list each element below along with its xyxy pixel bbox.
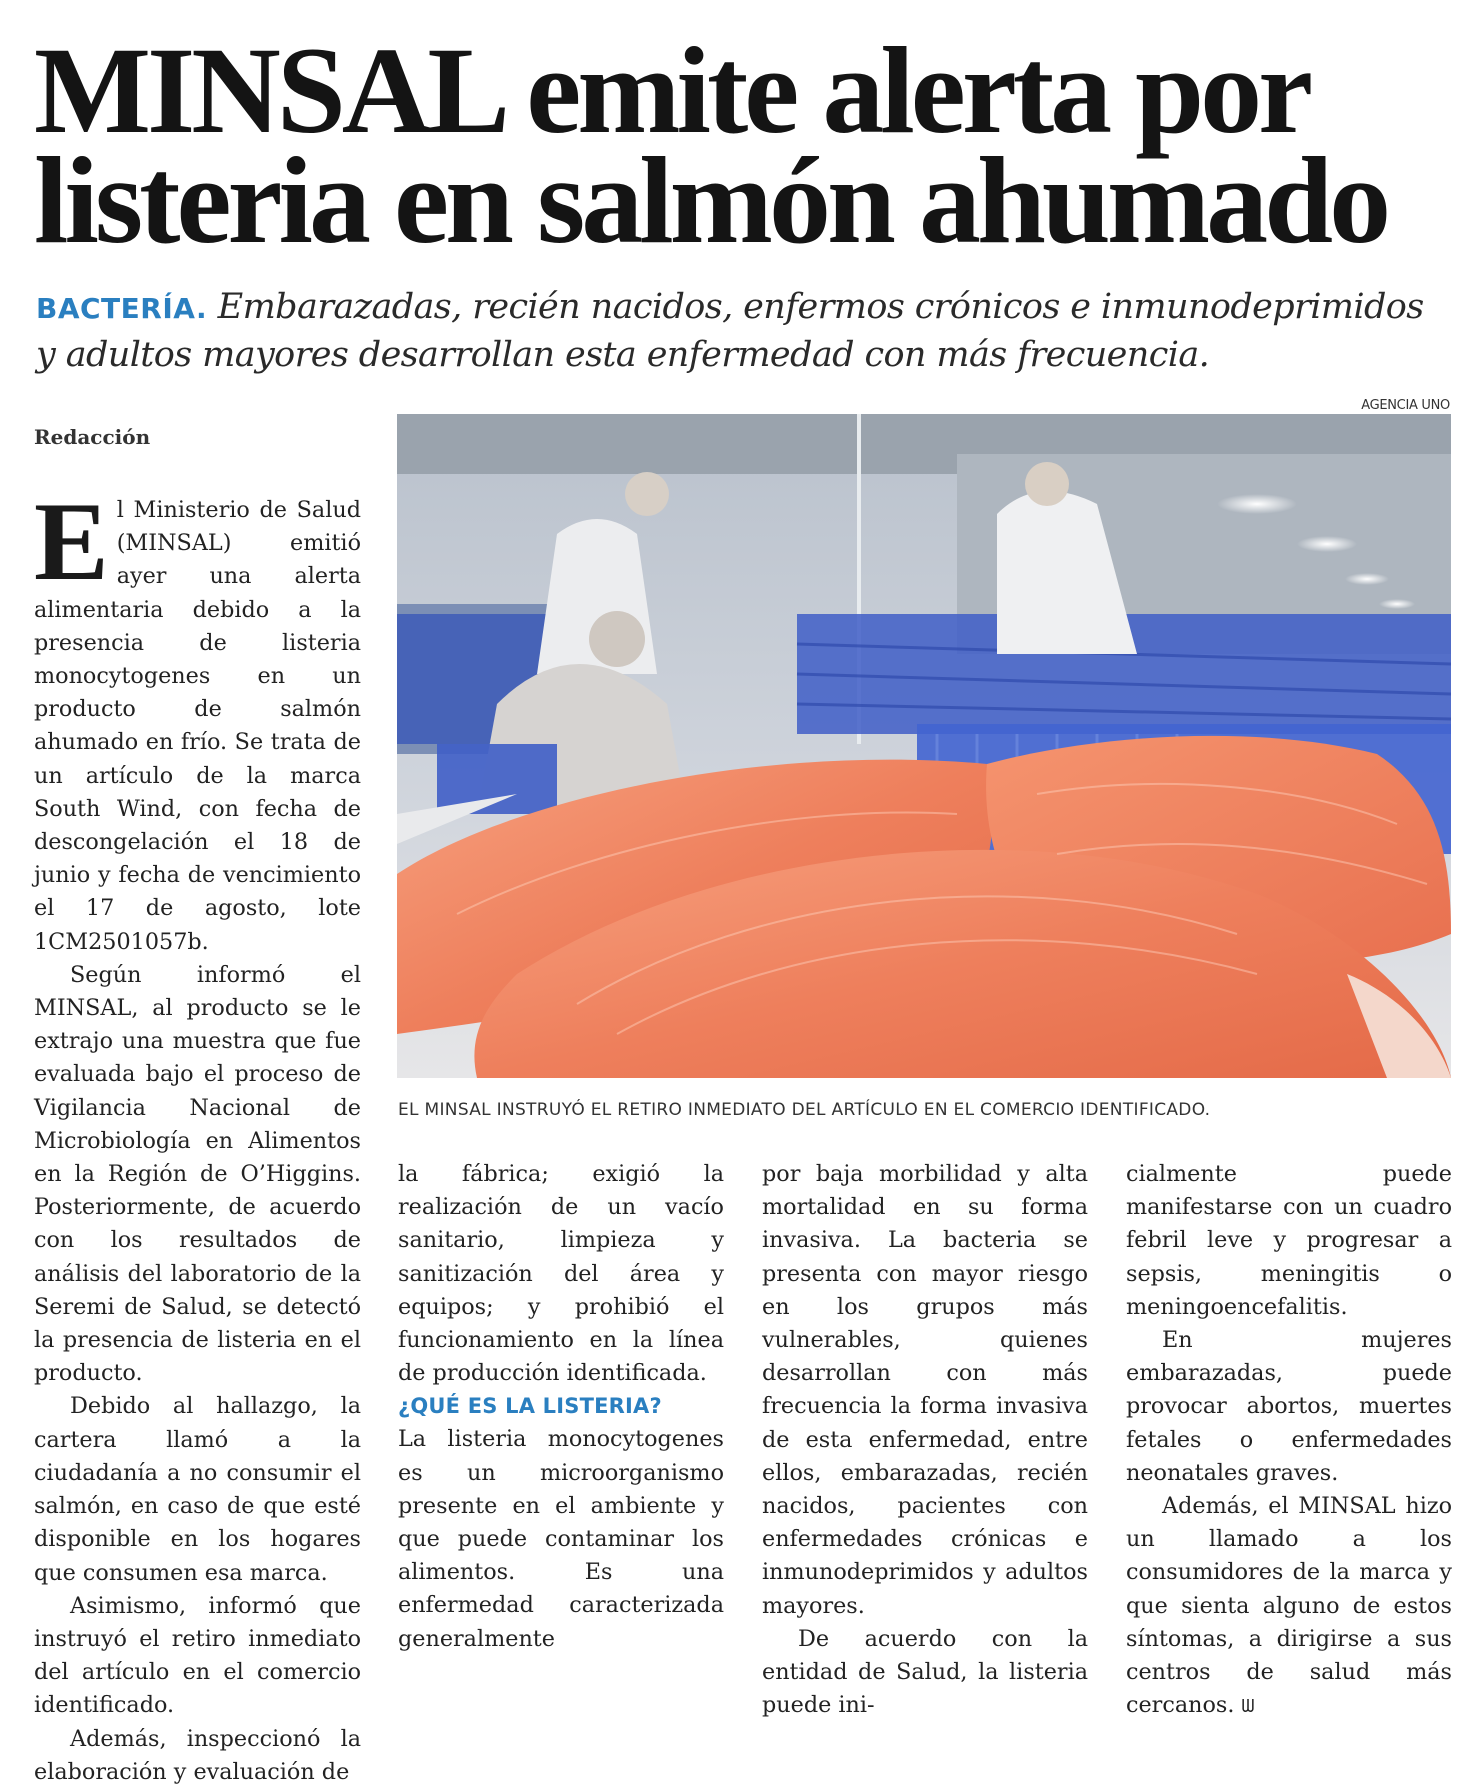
headline [34,22,1434,269]
paragraph-10: cialmente puede manifestarse con un cuadro febril leve y progresar a sepsis, meningitis o meningoencefalitis. [1126,1161,1452,1320]
paragraph-1 [34,480,361,959]
paragraph-8: por baja morbilidad y alta mortalidad en su forma invasiva. La bacteria se presenta con mayor riesgo en los grupos más vulnerables, quienes desarrollan con más frecuencia la forma invasiva de esta enfermedad, entre ellos, embarazadas, recién nacidos, pacientes con enfermedades crónicas e inmunodeprimidos y adultos mayores. [762,1161,1088,1619]
photo-credit: AGENCIA UNO [1361,398,1450,413]
paragraph-3: Debido al hallazgo, la cartera llamó a la ciudadanía a no consumir el salmón, en caso de que esté disponible en los hogares que consumen esa marca. [34,1393,361,1586]
paragraph-6: la fábrica; exigió la realización de un vacío sanitario, limpieza y sanitización del área y equipos; y prohibió el funcionamiento en la línea de producción identificada. [398,1161,724,1387]
deck-text: Embarazadas, recién nacidos, enfermos crónicos e inmunodeprimidos y adultos mayores desarrollan esta enfermedad con más frecuencia. [36,287,1424,375]
photo-illustration [397,414,1451,1078]
headline-line-2: listeria en salmón ahumado [34,132,1388,269]
paragraph-9: De acuerdo con la entidad de Salud, la listeria puede ini- [762,1625,1088,1719]
paragraph-7: La listeria monocytogenes es un microorganismo presente en el ambiente y que puede contaminar los alimentos. Es una enfermedad caracterizada generalmente [398,1426,724,1652]
paragraph-11: En mujeres embarazadas, puede provocar abortos, muertes fetales o enfermedades neonatales graves. [1126,1327,1452,1486]
article-column-1 [34,480,361,1789]
paragraph-12 [1126,1490,1452,1723]
paragraph-4: Asimismo, informó que instruyó el retiro inmediato del artículo en el comercio identificado. [34,1592,361,1719]
drop-cap: E [34,480,109,604]
byline: Redacción [34,425,151,449]
deck-label: BACTERÍA. [36,292,208,325]
deck [36,284,1436,379]
end-mark-icon: ᗯ [1241,1696,1255,1718]
photo-caption: EL MINSAL INSTRUYÓ EL RETIRO INMEDIATO DEL ARTÍCULO EN EL COMERCIO IDENTIFICADO. [398,1100,1211,1120]
paragraph-5: Además, inspeccionó la elaboración y evaluación de [34,1725,361,1785]
paragraph-2: Según informó el MINSAL, al producto se le extrajo una muestra que fue evaluada bajo el proceso de Vigilancia Nacional de Microbiología en Alimentos en la Región de O’Higgins. Posteriormente, de acuerdo con los resultados de análisis del laboratorio de la Seremi de Salud, se detectó la presencia de listeria en el producto. [34,961,361,1387]
salmon-processing-photo [397,414,1451,1078]
article-column-2 [398,1158,724,1656]
paragraph-12-text: Además, el MINSAL hizo un llamado a los consumidores de la marca y que sienta alguno de estos síntomas, a dirigirse a sus centros de salud más cercanos. [1126,1493,1452,1719]
article-column-4 [1126,1158,1452,1723]
headline-line-1: MINSAL emite alerta por [34,22,1310,159]
paragraph-1-text: l Ministerio de Salud (MINSAL) emitió ayer una alerta alimentaria debido a la presencia de listeria monocytogenes en un producto de salmón ahumado en frío. Se trata de un artículo de la marca South Wind, con fecha de descongelación el 18 de junio y fecha de vencimiento el 17 de agosto, lote 1CM2501057b. [34,497,361,955]
article-column-3 [762,1158,1088,1722]
section-subhead: ¿QUÉ ES LA LISTERIA? [398,1394,662,1419]
